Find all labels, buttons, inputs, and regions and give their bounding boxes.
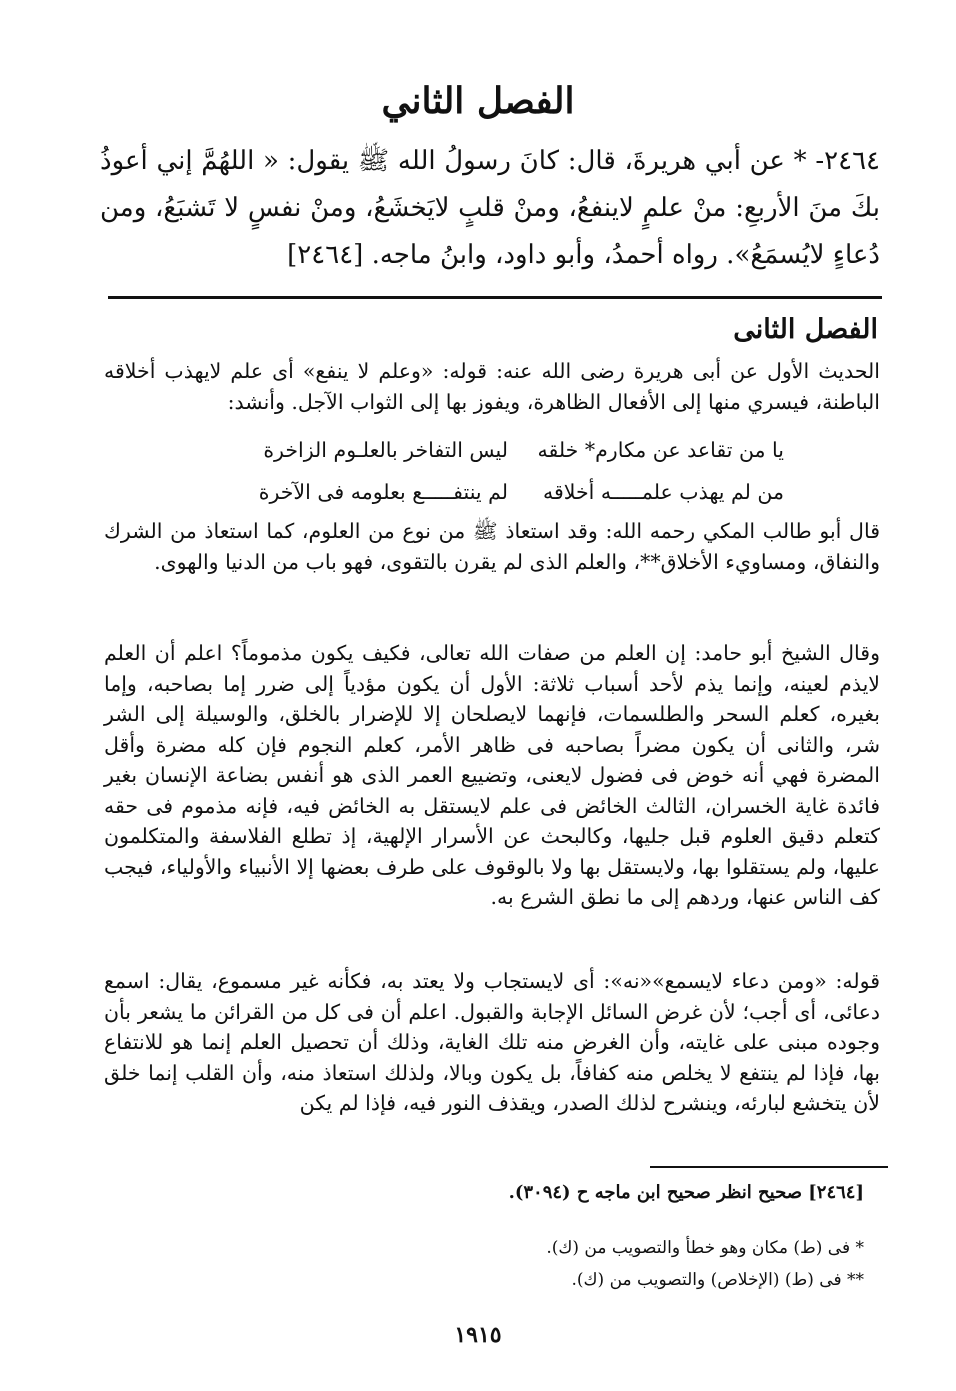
commentary-paragraph-2: قال أبو طالب المكي رحمه الله: وقد استعاذ ﷺ من نوع من العلوم، كما استعاذ من الشرك والنفاق، ومساويء الأخلاق**، والعلم الذى لم يقرن بالتقوى، فهو باب من الدنيا والهوى. (104, 519, 880, 574)
footnote-takhrij: [٢٤٦٤] صحيح انظر صحيح ابن ماجه ح (٣٠٩٤). (508, 1182, 864, 1203)
hadith-text: ٢٤٦٤- * عن أبي هريرةَ، قال: كانَ رسولُ الله ﷺ يقول: « اللهُمَّ إني أعوذُ بكَ منَ الأربعِ: منْ علمٍ لاينفعُ، ومنْ قلبٍ لايَخشَعُ، ومنْ نفسٍ لا تَشبَعُ، ومن دُعاءٍ لايُسمَعُ». رواه أحمدُ، وأبو داود، وابنُ ماجه. [٢٤٦٤] (100, 146, 880, 270)
poem-verse-2-second-half: لم ينتفـــــع بعلومه فى الآخرة (258, 480, 508, 504)
footnote-2: ** فى (ط) (الإخلاص) والتصويب من (ك). (571, 1270, 864, 1290)
commentary-paragraph-1: الحديث الأول عن أبى هريرة رضى الله عنه: قوله: «وعلم لا ينفع» أى علم لايهذب أخلاقه الباطنة، فيسري منها إلى الأفعال الظاهرة، ويفوز بها إلى الثواب الآجل. وأنشد: (104, 359, 880, 414)
footnote-1: * فى (ط) مكان وهو خطأ والتصويب من (ك). (546, 1238, 864, 1258)
footnote-divider (650, 1166, 888, 1168)
commentary-paragraph-3: وقال الشيخ أبو حامد: إن العلم من صفات الله تعالى، فكيف يكون مذموماً؟ اعلم أن العلم لايذم لعينه، وإنما يذم لأحد أسباب ثلاثة: الأول أن يكون مؤدياً إلى ضرر إما بصاحبه، وإما بغيره، كعلم السحر والطلسمات، فإنهما لايصلحان إلا للإضرار بالخلق، والوسيلة إلى الشر شر، والثانى أن يكون مضراً بصاحبه فى ظاهر الأمر، كعلم النجوم فإن كله مضرة وأقل المضرة فهي أنه خوض فى فضول لايعنى، وتضييع العمر الذى هو أنفس بضاعة الإنسان بغير فائدة غاية الخسران، الثالث الخائض فى علم لايستقل به الخائض فيه، فإنه مذموم فى حقه كتعلم دقيق العلوم قبل جليها، وكالبحث عن الأسرار الإلهية، إذ تطلع الفلاسفة والمتكلمون عليها، ولم يستقلوا بها، ولايستقل بها ولا بالوقوف على طرف بعضها إلا الأنبياء والأولياء، فيجب كف الناس عنها، وردهم إلى ما نطق الشرع به. (104, 641, 880, 909)
commentary-title: الفصل الثانى (733, 314, 878, 345)
commentary-paragraph-4: قوله: «ومن دعاء لايسمع»«نه»: أى لايستجاب ولا يعتد به، فكأنه غير مسموع، يقال: اسمع دعائى، أى أجب؛ لأن غرض السائل الإجابة والقبول. اعلم أن فى كل من القرائن ما يشعر بأن وجوده مبنى على غايته، وأن الغرض منه تلك الغاية، وذلك أن تحصيل العلم إنما هو للانتفاع بها، فإذا لم ينتفع لا يخلص منه كفافاً، بل يكون وبالا، ولذلك استعاذ منه، وأن القلب إنما خلق لأن يتخشع لبارئه، وينشرح لذلك الصدر، ويقذف النور فيه، فإذا لم يكن (104, 969, 880, 1115)
page-number: ١٩١٥ (454, 1322, 502, 1348)
chapter-title: الفصل الثاني (381, 80, 575, 122)
poem-verse-1-second-half: ليس التفاخر بالعلـوم الزاخرة (263, 438, 508, 462)
poem-verse-2 (104, 480, 880, 518)
poem-verse-1-first-half: يا من تقاعد عن مكارم* خلقه (537, 438, 784, 462)
section-divider (108, 296, 882, 299)
poem-verse-1 (104, 438, 880, 476)
poem-verse-2-first-half: من لم يهذب علمـــــه أخلاقه (542, 480, 784, 504)
